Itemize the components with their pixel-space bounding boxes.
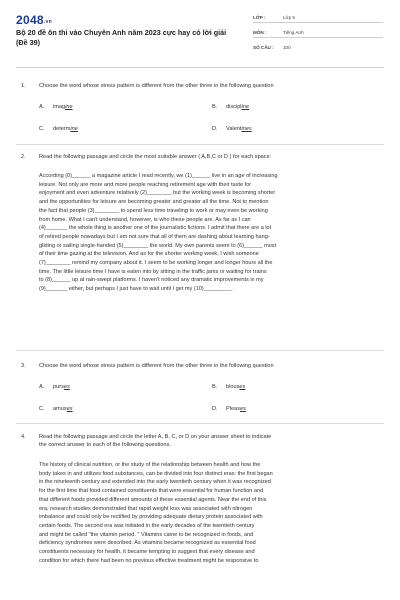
meta-class-label: LỚP :: [253, 15, 266, 20]
meta-subject-label: MÔN :: [253, 30, 267, 35]
passage-line: deficiency syndromes were described. As vitamins became recognized as essential food: [39, 540, 256, 547]
passage-line: time. The little leisure time I have is eaten into by sitting in the traffic jams or waiting for trains: [39, 268, 267, 275]
option-underlined-ending: es: [66, 406, 73, 412]
passage-line: certain foods. The second era was initiated in the early decades of the twentieth century: [39, 522, 255, 529]
option-stem: purs: [53, 384, 64, 390]
option-underlined-ending: ines: [241, 126, 252, 132]
question-number: 4.: [21, 434, 26, 440]
document-header: [0, 0, 400, 64]
question-prompt: [39, 433, 381, 449]
passage-line: constituents necessary for health, it became tempting to suggest that every disease and: [39, 549, 255, 556]
passage-line: (4)_______ the whole thing is another one of the journalistic fictions. I admit that there are a lot: [39, 225, 272, 232]
passage-line: to (8)______ up at rain-swept platforms. I haven't noticed any dramatic improvements in my: [39, 277, 264, 284]
option-stem: Pleas: [226, 406, 240, 412]
passage-line: imbalance and could only be rectified by providing adequate dietary protein associated with: [39, 514, 263, 521]
option-stem: Valent: [226, 126, 242, 132]
passage-line: of their time gazing at the television. And as for the shorter working week, I wish someone: [39, 251, 259, 258]
option-underlined-ending: ine: [65, 104, 73, 110]
option-letter: C.: [39, 406, 45, 412]
passage-line: and might be called "the vitamin period. " Vitamins came to be recognized in foods, and: [39, 531, 254, 538]
meta-divider: [253, 37, 383, 38]
option-underlined-ending: es: [63, 384, 70, 390]
passage-line: enjoyment and even adventure relatively (2)________ but the working week is becoming shorter: [39, 190, 276, 197]
option-letter: C.: [39, 126, 45, 132]
passage-line: The history of clinical nutrition, or the study of the relationship between health and how the: [39, 462, 261, 468]
option-underlined-ending: ine: [241, 104, 250, 110]
question-number: 2.: [21, 154, 26, 160]
passage-line: leisure. Not only are more and more people reaching retirement age with their taste for: [39, 181, 252, 188]
passage-line: in the nineteenth century and extended into the early twentieth century when it was recognized: [39, 479, 271, 486]
question-prompt: Choose the word whose stress pattern is different from the other three in the following question: [39, 363, 274, 369]
option-underlined-ending: ine: [70, 126, 78, 132]
passage-line: According (0)______ a magazine article I read recently, we (1)______ live in an age of increasing: [39, 173, 278, 179]
site-logo[interactable]: [16, 13, 52, 27]
passage-line: (9)_______ either, but perhaps I just have to wait until I get my (10)_________ .: [39, 286, 235, 293]
option-underlined-ending: es: [239, 384, 246, 390]
question-prompt: Choose the word whose stress pattern is different from the other three in the following question: [39, 83, 274, 89]
prompt-line: Read the following passage and circle the letter A, B, C, or D on your answer sheet to indicate: [39, 434, 272, 440]
passage-line: for the first time that food contained constituents that were essential for human function and: [39, 488, 264, 495]
passage-line: gliding or sailing single-handed (5)________ the world. My own parents seem to (6)______ most: [39, 242, 277, 249]
question-prompt: Read the following passage and circle the most suitable answer ( A,B,C or D ) for each space:: [39, 154, 272, 160]
option-underlined-ending: es: [240, 406, 246, 412]
meta-divider: [253, 22, 383, 23]
option-stem: blous: [226, 384, 240, 390]
option-letter: B.: [212, 104, 218, 110]
header-divider: [16, 67, 384, 68]
prompt-line: the correct answer to each of the following questions.: [39, 442, 171, 448]
option-letter: B.: [212, 384, 218, 390]
passage-line: of retired people nowadays but I am not sure that all of them are dashing about learning hang-: [39, 233, 270, 240]
document-title: Bộ 20 đề ôn thi vào Chuyên Anh năm 2023 cực hay có lời giải (Đề 39): [16, 28, 227, 47]
option-stem: determ: [53, 126, 71, 132]
passage-line: and the opportunities for leisure are becoming greater and greater all the time. Not to mention: [39, 199, 269, 206]
question-number: 3.: [21, 363, 26, 369]
passage-line: that different foods provided different amounts of these essential agents. Near the end of this: [39, 496, 267, 503]
passage-line: the fact that people (3)________ to spend less time traveling to work or may even be working: [39, 207, 268, 214]
question-divider: [16, 350, 384, 351]
question-divider: [16, 144, 384, 145]
passage-line: body takes in and utilizes food substances, can be divided into four distinct eras: the first began: [39, 470, 273, 477]
question-divider: [16, 423, 384, 424]
option-letter: D.: [212, 406, 218, 412]
option-letter: D.: [212, 126, 218, 132]
option-stem: imag: [53, 104, 66, 110]
passage-4: [39, 461, 375, 565]
logo-text: 2048: [16, 13, 44, 27]
option-stem: amus: [53, 406, 67, 412]
passage-line: (7)________ remind my company about it. I seem to be working longer and longer hours all the: [39, 260, 273, 267]
meta-class-value: Lớp 9: [283, 15, 295, 20]
passage-line: condition for which there had been no previous effective treatment might be responsive to: [39, 557, 259, 564]
passage-line: from home. What I can't understand, however, is who these people are. As far as I can: [39, 216, 251, 223]
passage-2: [39, 172, 375, 294]
option-letter: A.: [39, 104, 45, 110]
option-stem: discipl: [226, 104, 242, 110]
meta-count-value: 100: [283, 45, 291, 50]
passage-line: era, research studies demonstrated that rapid weight loss was associated with nitrogen: [39, 505, 253, 512]
meta-count-label: SỐ CÂU :: [253, 45, 274, 50]
question-number: 1.: [21, 83, 26, 89]
option-letter: A.: [39, 384, 45, 390]
meta-subject-value: Tiếng Anh: [283, 30, 304, 35]
logo-suffix: .vn: [43, 19, 53, 25]
